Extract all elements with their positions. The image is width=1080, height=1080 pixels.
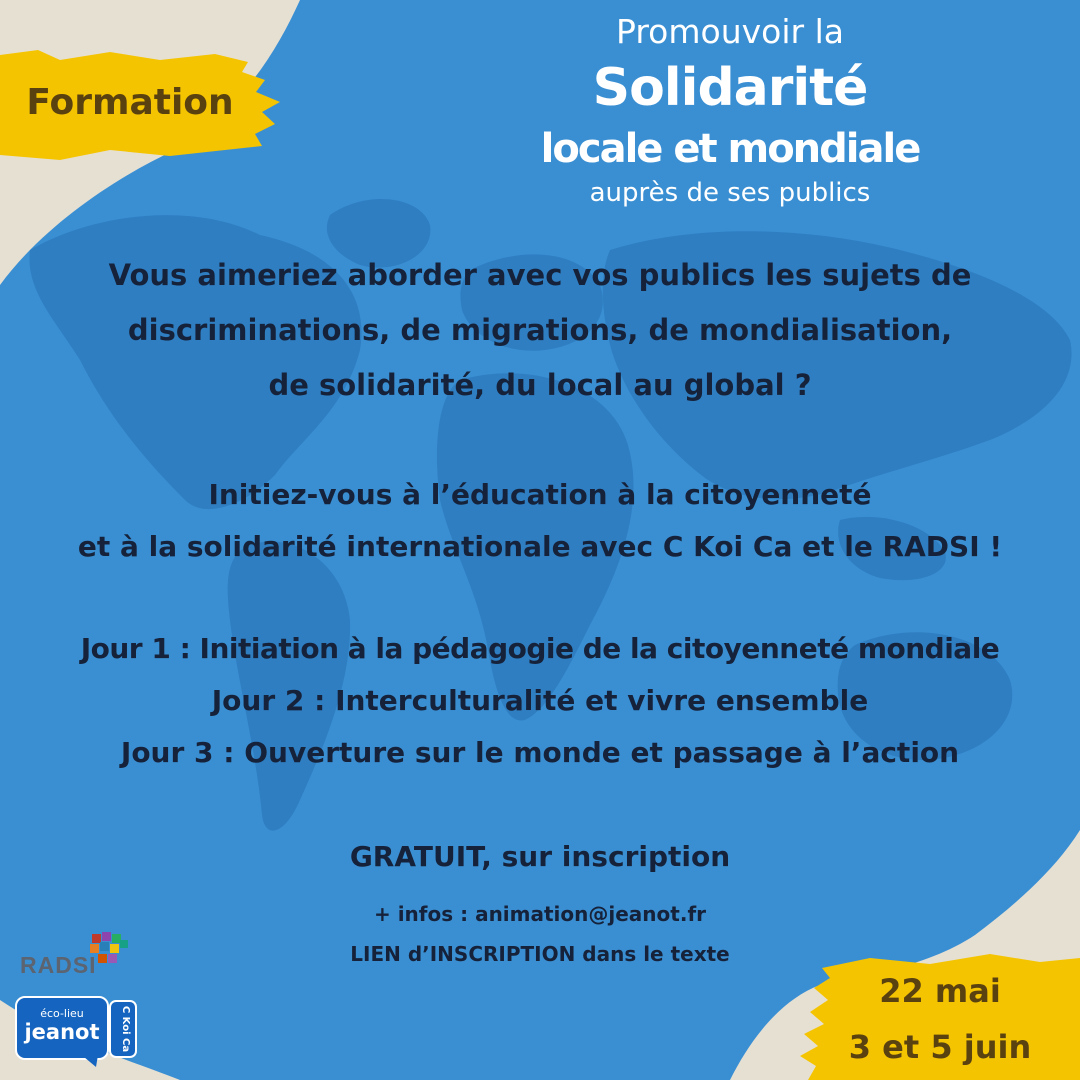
header-line-2: Solidarité	[592, 58, 868, 118]
jeanot-ckoica-logo	[14, 995, 139, 1067]
speech-tail-icon	[84, 1055, 98, 1067]
intro-line-2: discriminations, de migrations, de mondialisation,	[127, 313, 953, 347]
jeanot-wordmark: jeanot	[24, 1020, 100, 1044]
pitch-line-2: et à la solidarité internationale avec C Koi Ca et le RADSI !	[77, 530, 1003, 563]
ckoica-wordmark: C Koi Ca	[120, 1005, 131, 1053]
header-line-4: auprès de ses publics	[589, 178, 871, 208]
radsi-wordmark: RADSI	[20, 952, 97, 978]
day-3-line: Jour 3 : Ouverture sur le monde et passage à l’action	[120, 736, 960, 769]
pitch-line-1: Initiez-vous à l’éducation à la citoyenneté	[208, 478, 872, 511]
contact-line: + infos : animation@jeanot.fr	[373, 902, 707, 926]
header-line-1: Promouvoir la	[616, 12, 844, 51]
date-line-2: 3 et 5 juin	[848, 1028, 1032, 1066]
price-line: GRATUIT, sur inscription	[349, 840, 731, 873]
day-2-line: Jour 2 : Interculturalité et vivre ensemble	[211, 684, 869, 717]
formation-tag: Formation	[26, 82, 234, 123]
intro-line-3: de solidarité, du local au global ?	[268, 368, 812, 402]
radsi-logo	[18, 930, 133, 980]
jeanot-top-text: éco-lieu	[40, 1007, 84, 1020]
date-line-1: 22 mai	[879, 972, 1001, 1010]
header-line-3: locale et mondiale	[540, 126, 920, 172]
day-1-line: Jour 1 : Initiation à la pédagogie de la citoyenneté mondiale	[80, 632, 1000, 665]
intro-line-1: Vous aimeriez aborder avec vos publics les sujets de	[108, 258, 972, 292]
link-note-line: LIEN d’INSCRIPTION dans le texte	[350, 942, 730, 966]
